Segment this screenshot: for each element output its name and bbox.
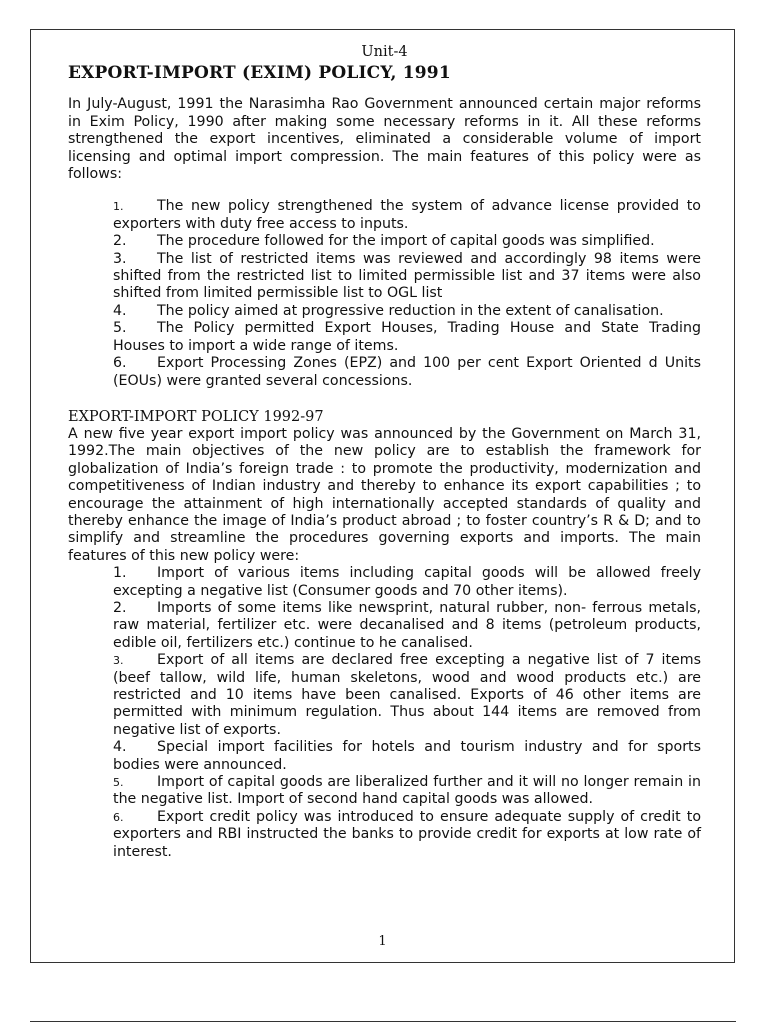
list-item-text: Import of various items including capital goods will be allowed freely excepting a negative list (Consumer goods and 70 other items). [113,565,701,599]
policy-1992-paragraph: A new five year export import policy was announced by the Government on March 31, 1992.The main objectives of the new policy are to establish the framework for globalization of India’s foreign trade : to promote the productivity, modernization and competitiveness of Indian industry and thereby to enhance its export capabilities ; to encourage the attainment of high internationally accepted standards of quality and thereby enhance the image of India’s product abroad ; to foster country’s R & D; and to simplify and streamline the procedures governing exports and imports. The main features of this new policy were: [68,425,701,564]
list-item [113,233,701,250]
list-number: 5. [113,776,124,790]
list-item-text: Special import facilities for hotels and tourism industry and for sports bodies were announced. [113,739,701,773]
list-item [113,303,701,320]
list-item-text: Imports of some items like newsprint, natural rubber, non- ferrous metals, raw material, fertilizer etc. were decanalised and 8 items (petroleum products, edible oil, fertilizers etc.) continue to he canalised. [113,599,701,651]
list-item [113,320,701,355]
list-number: 1. [113,200,124,214]
list-item [113,565,701,600]
list-item-text: Export Processing Zones (EPZ) and 100 per cent Export Oriented d Units (EOUs) were granted several concessions. [113,355,701,389]
list-item [113,739,701,774]
footer-divider [30,1021,736,1022]
list-number: 2. [113,599,127,616]
list-item [113,198,701,233]
list-item-text: The new policy strengthened the system of advance license provided to exporters with duty free access to inputs. [113,198,701,232]
list-item-text: The policy aimed at progressive reduction in the extent of canalisation. [157,302,664,319]
list-item [113,355,701,390]
list-number: 4. [113,739,127,756]
list-number: 6. [113,355,127,372]
list-item-text: The Policy permitted Export Houses, Trading House and State Trading Houses to import a wide range of items. [113,320,701,354]
unit-label: Unit-4 [361,44,408,60]
features-list-1991 [113,198,701,389]
list-item-text: Export of all items are declared free excepting a negative list of 7 items (beef tallow, wild life, human skeletons, wood and wood products etc.) are restricted and 10 items have been canalised. Exports of 46 other items are permitted with minimum regulation. Thus about 144 items are removed from negative list of exports. [113,652,701,738]
list-item [113,774,701,809]
list-number: 6. [113,810,124,824]
document-page [30,29,735,963]
list-item-text: Import of capital goods are liberalized further and it will no longer remain in the negative list. Import of second hand capital goods was allowed. [113,774,701,808]
list-item [113,652,701,739]
features-list-1992 [113,565,701,861]
list-item-text: The list of restricted items was reviewed and accordingly 98 items were shifted from the restricted list to limited permissible list and 37 items were also shifted from limited permissible list to OGL list [113,250,701,302]
intro-paragraph: In July-August, 1991 the Narasimha Rao Government announced certain major reforms in Exim Policy, 1990 after making some necessary reforms in it. All these reforms strengthened the export incentives, eliminated a considerable volume of import licensing and optimal import compression. The main features of this policy were as follows: [68,96,701,183]
list-item [113,809,701,861]
list-number: 2. [113,233,127,250]
page-content [68,44,701,861]
list-number: 5. [113,320,127,337]
list-number: 4. [113,302,127,319]
list-number: 3. [113,250,127,267]
section-heading-1992-97: EXPORT-IMPORT POLICY 1992-97 [68,408,324,425]
list-number: 3. [113,654,124,668]
list-item-text: The procedure followed for the import of capital goods was simplified. [157,233,655,250]
list-item [113,600,701,652]
list-item-text: Export credit policy was introduced to ensure adequate supply of credit to exporters and RBI instructed the banks to provide credit for exports at low rate of interest. [113,808,701,860]
list-number: 1. [113,565,127,582]
list-item [113,251,701,303]
page-number: 1 [378,934,387,949]
page-title: EXPORT-IMPORT (EXIM) POLICY, 1991 [68,63,451,84]
